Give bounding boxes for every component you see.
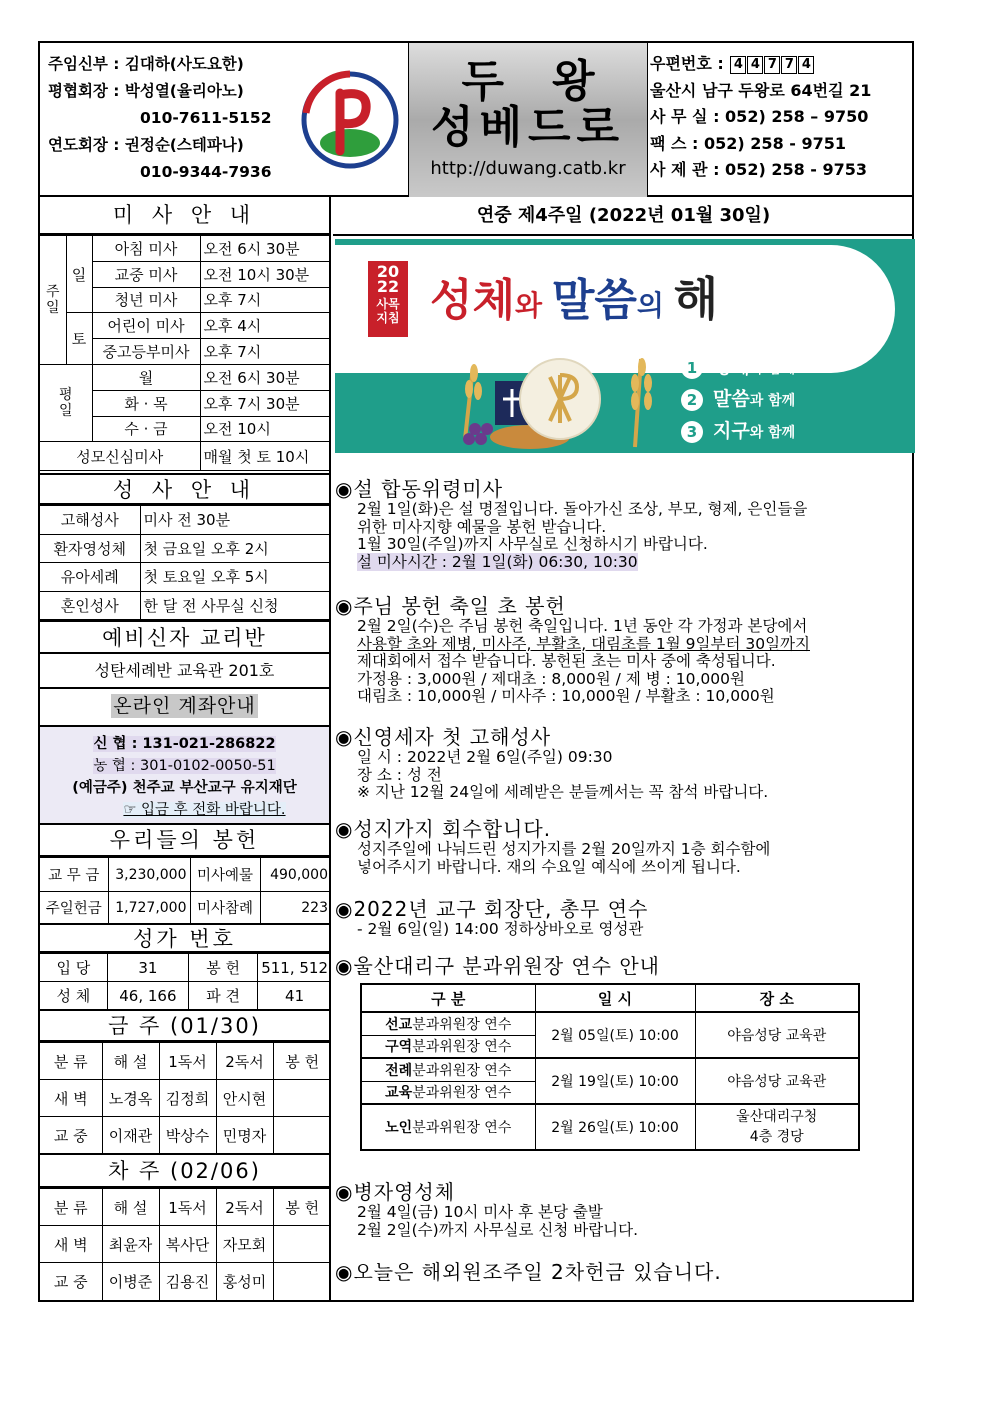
- parish-logo-icon: [290, 43, 408, 197]
- role-cell: 자모회: [216, 1226, 273, 1263]
- role-head: 분 류: [40, 1043, 102, 1080]
- notice-line: 대림초 : 10,000원 / 미사주 : 10,000원 / 부활초 : 10,000원: [357, 687, 775, 705]
- title-line1: 두왕: [461, 56, 643, 107]
- date-bar: 연중 제4주일 (2022년 01월 30일): [333, 197, 914, 236]
- offering-table: [40, 857, 331, 924]
- role-cell: [273, 1080, 331, 1117]
- eucharist-illustration-icon: [445, 339, 675, 451]
- notice-line: 2월 4일(금) 10시 미사 후 본당 출발: [357, 1203, 603, 1221]
- parish-url[interactable]: http://duwang.catb.kr: [430, 158, 626, 179]
- hymn-number: 46, 166: [107, 982, 188, 1010]
- banner-item: [681, 383, 795, 415]
- hymn-number: 41: [258, 982, 331, 1010]
- header-contacts: [40, 43, 290, 197]
- schedule-head: 일 시: [535, 984, 695, 1012]
- notice-line: 가정용 : 3,000원 / 제대초 : 8,000원 / 제 병 : 10,000원: [357, 669, 745, 688]
- notice-heading: ◉오늘은 해외원조주일 2차헌금 있습니다.: [335, 1260, 722, 1284]
- mass-table: [40, 235, 331, 471]
- pastor: 주임신부 : 김대하(사도요한): [48, 55, 244, 73]
- role-cell: 홍성미: [216, 1263, 273, 1300]
- role-cell: 이병준: [102, 1263, 159, 1300]
- banner-word: 의: [636, 289, 674, 322]
- hymn-table: [40, 953, 331, 1010]
- offering-value: 223: [260, 892, 331, 924]
- sacrament-time: 첫 토요일 오후 5시: [140, 563, 331, 592]
- banner-year: 22: [376, 277, 400, 296]
- marian-mass-time: 매월 첫 토 10시: [200, 442, 331, 471]
- banner-headline: [430, 271, 718, 338]
- offering-label: 미사참례: [190, 892, 260, 924]
- role-cell: 박상수: [159, 1117, 216, 1154]
- senior-president: 연도회장 : 권정순(스테파나): [48, 136, 244, 154]
- mass-name: 아침 미사: [92, 236, 200, 262]
- address: 울산시 남구 두왕로 64번길 21: [650, 80, 872, 100]
- banner-item-word: 성체: [713, 356, 750, 378]
- notice-line: ※ 지난 12월 24일에 세례받은 분들께서는 꼭 참석 바랍니다.: [357, 783, 769, 801]
- mass-time: 오전 10시: [200, 416, 331, 442]
- notice-heading: ◉병자영성체: [335, 1180, 456, 1204]
- mass-name: 어린이 미사: [92, 313, 200, 339]
- notice-heading: ◉성지가지 회수합니다.: [335, 817, 552, 841]
- notice-heading: ◉2022년 교구 회장단, 총무 연수: [335, 897, 649, 921]
- schedule-date: 2월 05일(토) 10:00: [535, 1012, 695, 1058]
- notice-line: 성지주일에 나눠드린 성지가지를 2월 20일까지 1층 회수함에: [357, 840, 771, 858]
- notice-line: 제대회에서 접수 받습니다. 봉헌된 초는 미사 중에 축성됩니다.: [357, 652, 776, 670]
- notice-heading: ◉울산대리구 분과위원장 연수 안내: [335, 954, 661, 978]
- account-info: [40, 727, 329, 825]
- role-cell: 이재관: [102, 1117, 159, 1154]
- online-title: 온라인 계좌안내: [113, 695, 256, 717]
- hymn-label: 파 견: [189, 982, 258, 1010]
- mass-time: 오후 7시 30분: [200, 390, 331, 416]
- notice-line: 2월 2일(수)은 주님 봉헌 축일입니다. 1년 동안 각 가정과 본당에서: [357, 617, 808, 635]
- offering-value: 1,727,000: [108, 892, 190, 924]
- role-cell: 교 중: [40, 1263, 102, 1300]
- schedule-division: 전례분과위원장 연수: [361, 1058, 535, 1081]
- schedule-division: 교육분과위원장 연수: [361, 1081, 535, 1104]
- senior-phone: 010-9344-7936: [140, 163, 272, 181]
- office-phone: 사 무 실 : 052) 258 – 9750: [650, 107, 869, 126]
- marian-mass-name: 성모신심미사: [40, 442, 200, 471]
- sacrament-title: 성 사 안 내: [40, 473, 329, 505]
- notice-line: 위한 미사지향 예물을 봉헌 받습니다.: [357, 517, 607, 536]
- right-column: [333, 197, 914, 1284]
- council-president: 평협회장 : 박성열(율리아노): [48, 82, 244, 100]
- banner-word: 해: [673, 272, 719, 326]
- schedule-head: 구 분: [361, 984, 535, 1012]
- role-cell: [273, 1226, 331, 1263]
- catechumen-title: 예비신자 교리반: [40, 620, 329, 654]
- sunday-label: 주일: [40, 236, 66, 365]
- online-title-box: [40, 689, 329, 727]
- sacrament-time: 첫 금요일 오후 2시: [140, 534, 331, 563]
- banner-tag: 사목: [376, 297, 400, 311]
- role-cell: [273, 1263, 331, 1300]
- role-cell: 안시현: [216, 1080, 273, 1117]
- schedule-head: 장 소: [695, 984, 859, 1012]
- schedule-place: 야음성당 교육관: [695, 1012, 859, 1058]
- mass-name: 교중 미사: [92, 261, 200, 287]
- header-address: [650, 51, 912, 184]
- notice-first-confession: [335, 725, 768, 802]
- bulletin-page: [38, 41, 914, 1302]
- training-schedule-table: [360, 983, 860, 1151]
- offering-label: 교 무 금: [40, 858, 108, 892]
- schedule-date: 2월 19일(토) 10:00: [535, 1058, 695, 1104]
- notice-candle-offering: [335, 594, 810, 706]
- sacrament-name: 유아세례: [40, 563, 140, 592]
- hymn-label: 봉 헌: [189, 954, 258, 982]
- sacrament-name: 고해성사: [40, 506, 140, 535]
- left-column: [40, 197, 331, 1302]
- notice-line: 사용할 초와 제병, 미사주, 부활초, 대림초를 1월 9일부터 30일까지: [357, 634, 810, 653]
- role-cell: [273, 1117, 331, 1154]
- deposit-note: ☞ 입금 후 전화 바랍니다.: [123, 802, 286, 818]
- notice-heading: ◉주님 봉헌 축일 초 봉헌: [335, 594, 566, 618]
- role-head: 봉 헌: [273, 1043, 331, 1080]
- notice-line: - 2월 6일(일) 14:00 정하상바오로 영성관: [357, 920, 644, 938]
- catechumen-text: 성탄세례반 교육관 201호: [40, 654, 329, 689]
- role-cell: 교 중: [40, 1117, 102, 1154]
- account-holder: (예금주) 천주교 부산교구 유지재단: [72, 780, 297, 796]
- mass-time: 오전 10시 30분: [200, 261, 331, 287]
- notice-line: 1월 30일(주일)까지 사무실로 신청하시기 바랍니다.: [357, 535, 708, 553]
- mass-name: 청년 미사: [92, 287, 200, 313]
- sacrament-time: 한 달 전 사무실 신청: [140, 591, 331, 620]
- next-week-table: [40, 1188, 331, 1300]
- offering-label: 주일헌금: [40, 892, 108, 924]
- role-cell: 노경옥: [102, 1080, 159, 1117]
- role-cell: 새 벽: [40, 1226, 102, 1263]
- mass-name: 중고등부미사: [92, 339, 200, 365]
- mass-name: 화 · 목: [92, 390, 200, 416]
- sacrament-table: [40, 505, 331, 620]
- schedule-division: 선교분과위원장 연수: [361, 1012, 535, 1035]
- banner-item-number: 2: [681, 389, 703, 411]
- notice-committee-training: [335, 954, 660, 978]
- role-cell: 새 벽: [40, 1080, 102, 1117]
- mass-time: 오전 6시 30분: [200, 364, 331, 390]
- role-head: 봉 헌: [273, 1189, 331, 1226]
- fax: 팩 스 : 052) 258 - 9751: [650, 133, 847, 153]
- banner-item: [681, 415, 795, 447]
- schedule-place: 야음성당 교육관: [695, 1058, 859, 1104]
- role-head: 2독서: [216, 1189, 273, 1226]
- role-cell: 김정희: [159, 1080, 216, 1117]
- pastoral-banner: [335, 239, 915, 453]
- hymn-label: 성 체: [40, 982, 107, 1010]
- mass-name: 월: [92, 364, 200, 390]
- hymn-number: 31: [107, 954, 188, 982]
- notice-palm-collection: [335, 817, 770, 876]
- hymn-number: 511, 512: [258, 954, 331, 982]
- role-cell: 민명자: [216, 1117, 273, 1154]
- banner-item-number: 3: [681, 421, 703, 443]
- mass-time: 오후 7시: [200, 339, 331, 365]
- offering-label: 미사예물: [190, 858, 260, 892]
- banner-word: 말씀: [551, 275, 637, 326]
- banner-item-word: 지구: [713, 420, 750, 442]
- banner-item-word: 말씀: [713, 388, 750, 410]
- sacrament-time: 미사 전 30분: [140, 506, 331, 535]
- notice-line: 2월 1일(화)은 설 명절입니다. 돌아가신 조상, 부모, 형제, 은인들을: [357, 500, 808, 518]
- banner-items: [681, 351, 795, 447]
- notice-lunar-new-year-mass: [335, 477, 807, 571]
- offering-value: 490,000: [260, 858, 331, 892]
- notice-sick-communion: [335, 1180, 638, 1239]
- notice-line: 넣어주시기 바랍니다. 재의 수요일 예식에 쓰이게 됩니다.: [357, 857, 741, 876]
- role-head: 1독서: [159, 1189, 216, 1226]
- banner-word: 성체: [430, 275, 516, 326]
- banner-item: [681, 351, 795, 383]
- schedule-date: 2월 26일(토) 10:00: [535, 1104, 695, 1150]
- notice-leaders-training: [335, 897, 648, 939]
- notice-second-collection: [335, 1260, 722, 1284]
- shinhyup-account: 신 협 : 131-021-286822: [93, 736, 276, 752]
- notice-line: 2월 2일(수)까지 사무실로 신청 바랍니다.: [357, 1220, 639, 1239]
- this-week-title: 금 주 (01/30): [40, 1009, 329, 1042]
- this-week-table: [40, 1042, 331, 1154]
- role-cell: 복사단: [159, 1226, 216, 1263]
- role-head: 해 설: [102, 1189, 159, 1226]
- notice-line: 장 소 : 성 전: [357, 765, 442, 784]
- role-head: 1독서: [159, 1043, 216, 1080]
- sacrament-name: 혼인성사: [40, 591, 140, 620]
- sacrament-name: 환자영성체: [40, 534, 140, 563]
- schedule-division: 노인분과위원장 연수: [361, 1104, 535, 1150]
- schedule-division: 구역분과위원장 연수: [361, 1035, 535, 1058]
- role-head: 해 설: [102, 1043, 159, 1080]
- sat-label: 토: [66, 313, 92, 365]
- banner-tag: 지침: [376, 311, 400, 325]
- notice-line: 설 미사시간 : 2월 1일(화) 06:30, 10:30: [357, 552, 638, 571]
- banner-item-number: 1: [681, 357, 703, 379]
- nonghyup-account: 농 협 : 301-0102-0050-51: [93, 758, 276, 774]
- hymn-title: 성가 번호: [40, 923, 329, 953]
- rectory-phone: 사 제 관 : 052) 258 - 9753: [650, 160, 868, 179]
- mass-time: 오후 7시: [200, 287, 331, 313]
- banner-item-word: 과 함께: [749, 393, 796, 409]
- title-line2: 성베드로: [430, 102, 625, 153]
- banner-word: 와: [515, 289, 552, 322]
- banner-item-word: 와 함께: [749, 361, 796, 377]
- role-cell: 김용진: [159, 1263, 216, 1300]
- mass-time: 오후 4시: [200, 313, 331, 339]
- banner-year: 20: [376, 262, 400, 281]
- header: [40, 43, 912, 197]
- mass-title: 미 사 안 내: [40, 197, 329, 235]
- mass-time: 오전 6시 30분: [200, 236, 331, 262]
- notice-line: 일 시 : 2022년 2월 6일(주일) 09:30: [357, 748, 613, 766]
- offering-value: 3,230,000: [108, 858, 190, 892]
- zip-code: 우편번호 : 4 4 7 7 4: [650, 51, 912, 78]
- hymn-label: 입 당: [40, 954, 107, 982]
- bulletin-title: [408, 43, 648, 197]
- sun-label: 일: [66, 236, 92, 313]
- banner-item-word: 와 함께: [749, 425, 796, 441]
- weekday-label: 평일: [40, 364, 92, 441]
- role-cell: 최윤자: [102, 1226, 159, 1263]
- next-week-title: 차 주 (02/06): [40, 1153, 329, 1188]
- council-phone: 010-7611-5152: [140, 109, 272, 127]
- offering-title: 우리들의 봉헌: [40, 825, 329, 857]
- banner-year-tag: [368, 261, 408, 337]
- role-head: 2독서: [216, 1043, 273, 1080]
- schedule-place: 울산대리구청 4층 경당: [695, 1104, 859, 1150]
- mass-name: 수 · 금: [92, 416, 200, 442]
- notice-heading: ◉신영세자 첫 고해성사: [335, 725, 552, 749]
- role-head: 분 류: [40, 1189, 102, 1226]
- notice-heading: ◉설 합동위령미사: [335, 477, 504, 501]
